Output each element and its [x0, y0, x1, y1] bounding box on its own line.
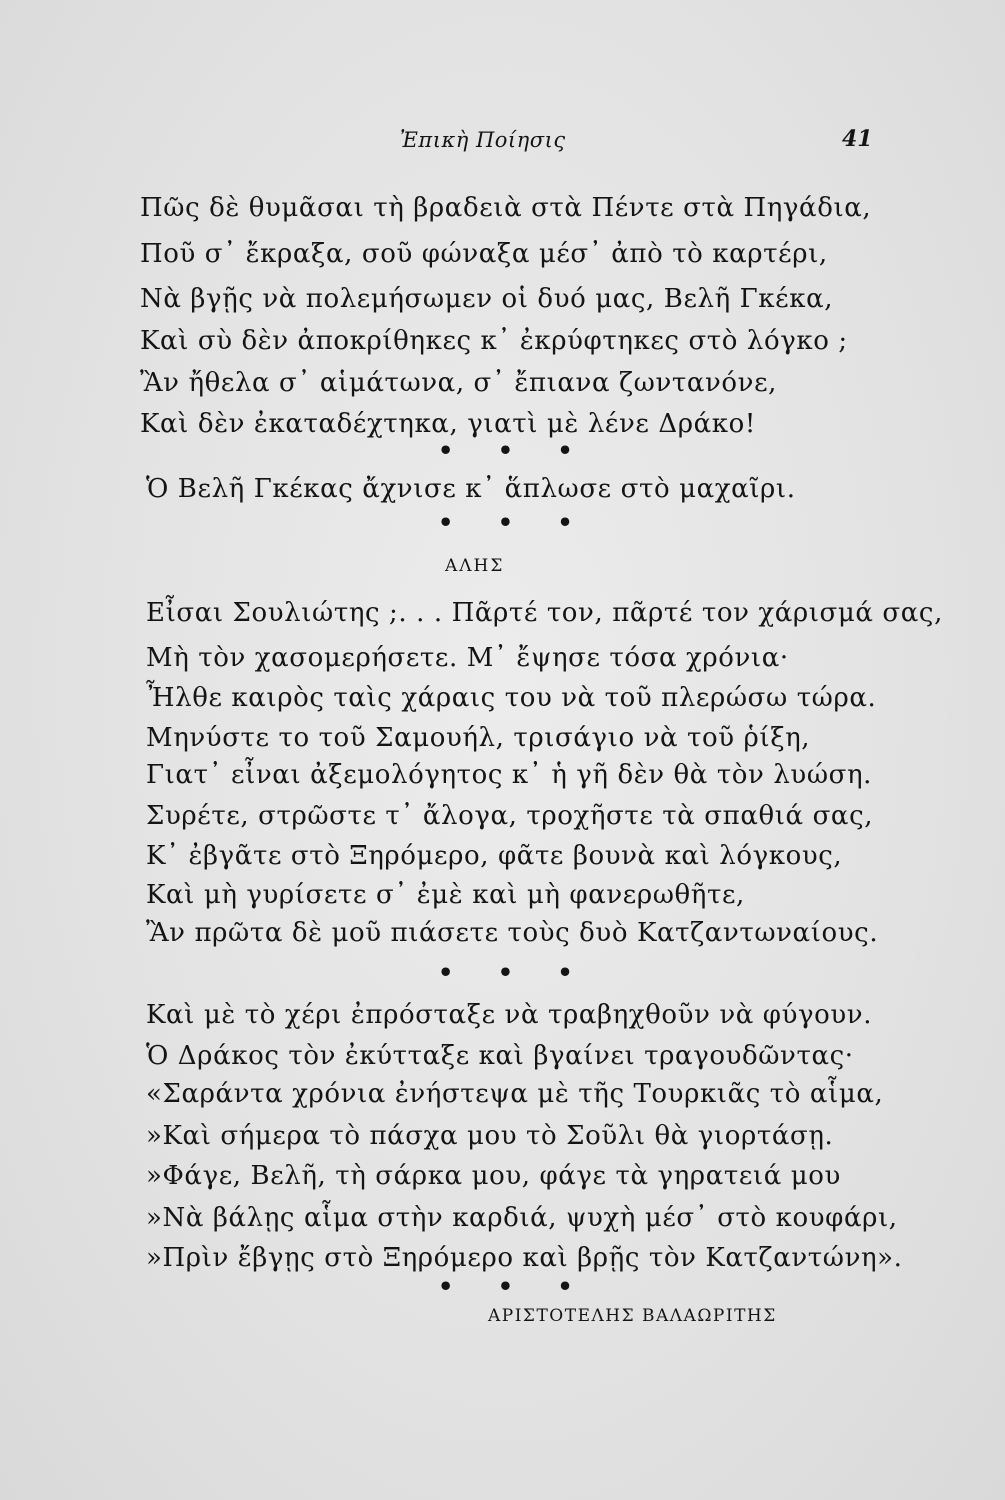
verse-line: Πῶς δὲ θυμᾶσαι τὴ βραδειὰ στὰ Πέντε στὰ Πηγάδια,	[140, 193, 872, 223]
speaker-name: ΑΛΗΣ	[445, 556, 505, 576]
verse-line: Εἶσαι Σουλιώτης ;. . . Πᾶρτέ τον, πᾶρτέ τον χάρισμά σας,	[146, 598, 943, 628]
verse-line: Καὶ σὺ δὲν ἀποκρίθηκες κ᾽ ἐκρύφτηκες στὸ λόγκο ;	[140, 326, 848, 356]
section-dots: • • •	[438, 508, 591, 537]
verse-line: »Νὰ βάλῃς αἷμα στὴν καρδιά, ψυχὴ μέσ᾽ στὸ κουφάρι,	[146, 1203, 898, 1233]
verse-line: Καὶ δὲν ἐκαταδέχτηκα, γιατὶ μὲ λένε Δράκο!	[140, 409, 756, 439]
verse-line: Ὁ Βελῆ Γκέκας ἄχνισε κ᾽ ἅπλωσε στὸ μαχαῖρι.	[146, 474, 796, 504]
section-dots: • • •	[438, 436, 591, 465]
verse-line: Καὶ μὲ τὸ χέρι ἐπρόσταξε νὰ τραβηχθοῦν νὰ φύγουν.	[146, 1000, 873, 1030]
verse-line: «Σαράντα χρόνια ἐνήστεψα μὲ τῆς Τουρκιᾶς τὸ αἷμα,	[146, 1079, 884, 1109]
verse-line: Κ᾽ ἐβγᾶτε στὸ Ξηρόμερο, φᾶτε βουνὰ καὶ λόγκους,	[146, 841, 843, 871]
page-number: 41	[842, 126, 873, 152]
verse-line: »Πρὶν ἔβγῃς στὸ Ξηρόμερο καὶ βρῇς τὸν Κατζαντώνη».	[146, 1243, 903, 1273]
verse-line: Μὴ τὸν χασομερήσετε. Μ᾽ ἔψησε τόσα χρόνια·	[146, 643, 789, 673]
author-signature: ΑΡΙΣΤΟΤΕΛΗΣ ΒΑΛΑΩΡΙΤΗΣ	[488, 1306, 777, 1326]
verse-line: Ἂν πρῶτα δὲ μοῦ πιάσετε τοὺς δυὸ Κατζαντωναίους.	[146, 918, 879, 948]
section-dots: • • •	[438, 1272, 591, 1301]
verse-line: Ἂν ἤθελα σ᾽ αἱμάτωνα, σ᾽ ἔπιανα ζωντανόνε,	[140, 368, 778, 398]
verse-line: Συρέτε, στρῶστε τ᾽ ἄλογα, τροχῆστε τὰ σπαθιά σας,	[146, 801, 874, 831]
verse-line: Νὰ βγῇς νὰ πολεμήσωμεν οἱ δυό μας, Βελῆ Γκέκα,	[140, 284, 834, 314]
verse-line: Ποῦ σ᾽ ἔκραξα, σοῦ φώναξα μέσ᾽ ἀπὸ τὸ καρτέρι,	[140, 239, 828, 269]
verse-line: »Καὶ σήμερα τὸ πάσχα μου τὸ Σοῦλι θὰ γιορτάσῃ.	[146, 1121, 834, 1151]
verse-line: Καὶ μὴ γυρίσετε σ᾽ ἐμὲ καὶ μὴ φανερωθῆτε,	[146, 880, 745, 910]
running-head: Ἐπικὴ Ποίησις	[400, 128, 566, 152]
verse-line: Γιατ᾽ εἶναι ἀξεμολόγητος κ᾽ ἡ γῆ δὲν θὰ τὸν λυώση.	[146, 760, 873, 790]
verse-line: Ἦλθε καιρὸς ταὶς χάραις του νὰ τοῦ πλερώσω τώρα.	[146, 683, 877, 713]
verse-line: Μηνύστε το τοῦ Σαμουήλ, τρισάγιο νὰ τοῦ ῥίξη,	[146, 723, 811, 753]
verse-line: Ὁ Δράκος τὸν ἐκύτταξε καὶ βγαίνει τραγουδῶντας·	[146, 1041, 854, 1071]
section-dots: • • •	[438, 958, 591, 987]
verse-line: »Φάγε, Βελῆ, τὴ σάρκα μου, φάγε τὰ γηρατειά μου	[146, 1161, 841, 1191]
